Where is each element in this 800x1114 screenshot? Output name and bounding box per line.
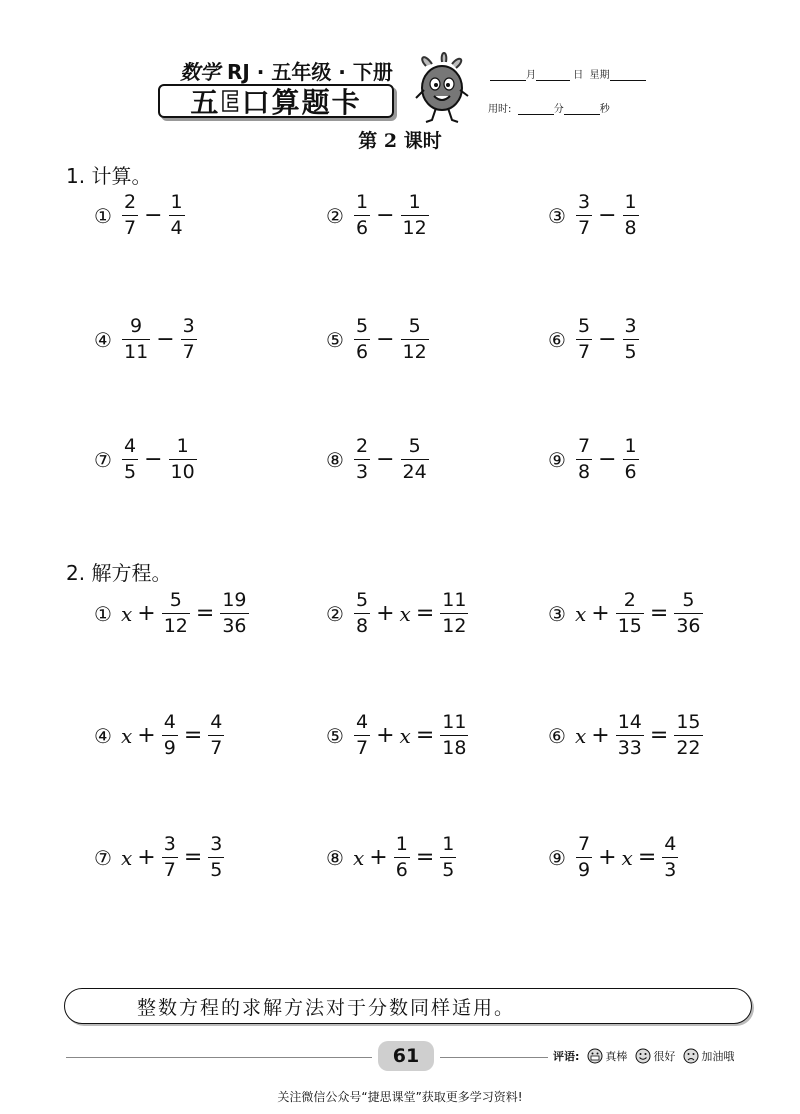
calc-problem (324, 316, 431, 363)
fraction-b-numerator: 1 (170, 191, 183, 213)
fraction-term (576, 834, 592, 881)
fraction-term-numerator: 4 (163, 711, 176, 733)
fraction-term-denominator: 6 (395, 859, 408, 881)
equation-problem (92, 712, 226, 759)
calc-problem (546, 436, 641, 483)
equals-sign: = (195, 601, 215, 626)
fraction-term-denominator: 15 (617, 615, 642, 637)
problem-number: ④ (94, 723, 112, 748)
month-label: 月 (526, 70, 536, 81)
edition-label: RJ · 五年级 · 下册 (226, 60, 393, 84)
problem-number: ③ (548, 601, 566, 626)
fraction-b-denominator: 12 (402, 341, 427, 363)
variable-x: x (399, 601, 411, 626)
plus-sign: + (591, 601, 610, 626)
equation-problem (324, 712, 470, 759)
rating-great: 真棒 (605, 1050, 628, 1063)
fraction-a (122, 192, 138, 239)
calc-problem (92, 316, 199, 363)
calc-problem (92, 436, 199, 483)
plus-sign: + (137, 601, 156, 626)
fraction-result-numerator: 11 (442, 711, 467, 733)
fraction-a-numerator: 5 (578, 315, 591, 337)
variable-x: x (121, 723, 133, 748)
fraction-result-denominator: 7 (210, 737, 223, 759)
fraction-term-numerator: 14 (617, 711, 642, 733)
minus-sign: − (598, 447, 617, 472)
fraction-b-denominator: 10 (170, 461, 195, 483)
problem-number: ⑥ (548, 723, 566, 748)
fraction-term-denominator: 9 (163, 737, 176, 759)
fraction-term-numerator: 1 (395, 833, 408, 855)
fraction-term (394, 834, 410, 881)
fraction-result (662, 834, 678, 881)
equals-sign: = (415, 845, 435, 870)
equals-sign: = (649, 601, 669, 626)
fraction-result (440, 590, 468, 637)
day-label: 日 (573, 70, 584, 81)
fraction-a-numerator: 7 (578, 435, 591, 457)
minus-sign: − (144, 203, 163, 228)
equals-sign: = (415, 601, 435, 626)
fraction-term-numerator: 4 (356, 711, 369, 733)
calc-problem (92, 192, 187, 239)
fraction-result-denominator: 18 (442, 737, 467, 759)
fraction-b-denominator: 7 (182, 341, 195, 363)
fraction-b-denominator: 6 (624, 461, 637, 483)
problem-number: ⑧ (326, 845, 344, 870)
calc-problem (324, 436, 431, 483)
fraction-a (122, 316, 150, 363)
minus-sign: − (598, 203, 617, 228)
fraction-term-numerator: 5 (169, 589, 182, 611)
fraction-b-denominator: 4 (170, 217, 183, 239)
grin-face-icon[interactable] (587, 1048, 603, 1064)
page-number: 61 (378, 1041, 434, 1071)
plus-sign: + (598, 845, 617, 870)
calc-problem (546, 316, 641, 363)
fraction-b-numerator: 5 (408, 315, 421, 337)
plus-sign: + (376, 601, 395, 626)
fraction-b-denominator: 24 (402, 461, 427, 483)
day-blank[interactable] (536, 71, 570, 81)
variable-x: x (575, 601, 587, 626)
fraction-result-denominator: 5 (210, 859, 223, 881)
minus-sign: − (598, 327, 617, 352)
variable-x: x (399, 723, 411, 748)
fraction-result-numerator: 19 (222, 589, 247, 611)
plus-sign: + (137, 723, 156, 748)
problem-number: ⑨ (548, 845, 566, 870)
plus-sign: + (376, 723, 395, 748)
fraction-b-numerator: 1 (624, 435, 637, 457)
problem-number: ② (326, 601, 344, 626)
fraction-b-numerator: 3 (182, 315, 195, 337)
fraction-b (181, 316, 197, 363)
fraction-a-numerator: 9 (130, 315, 143, 337)
fraction-term-numerator: 7 (578, 833, 591, 855)
problem-number: ⑦ (94, 845, 112, 870)
frown-face-icon[interactable] (683, 1048, 699, 1064)
section-2-title: 2. 解方程。 (66, 561, 172, 585)
fraction-b (623, 316, 639, 363)
fraction-a-denominator: 8 (578, 461, 591, 483)
plus-sign: + (591, 723, 610, 748)
fraction-b-numerator: 5 (408, 435, 421, 457)
fraction-term (354, 712, 370, 759)
fraction-a-denominator: 3 (356, 461, 369, 483)
calc-problem (546, 192, 641, 239)
tip-banner: 整数方程的求解方法对于分数同样适用。 (64, 988, 752, 1024)
fraction-a-numerator: 2 (356, 435, 369, 457)
problem-number: ⑥ (548, 327, 566, 352)
footer-note: 关注微信公众号“捷思课堂”获取更多学习资料! (277, 1090, 523, 1104)
fraction-result-denominator: 22 (676, 737, 701, 759)
problem-number: ⑧ (326, 447, 344, 472)
fraction-a-denominator: 7 (124, 217, 137, 239)
fraction-term (354, 590, 370, 637)
fraction-result-denominator: 12 (442, 615, 467, 637)
problem-number: ④ (94, 327, 112, 352)
fraction-a (576, 436, 592, 483)
fraction-a (354, 436, 370, 483)
problem-number: ⑨ (548, 447, 566, 472)
fraction-b (169, 192, 185, 239)
fraction-term-denominator: 7 (163, 859, 176, 881)
lesson-title: 第 2 课时 (358, 130, 442, 152)
fraction-a (354, 316, 370, 363)
fraction-b (169, 436, 197, 483)
rating-row (553, 1048, 734, 1064)
variable-x: x (121, 601, 133, 626)
fraction-term-denominator: 8 (356, 615, 369, 637)
second-label: 秒 (599, 104, 610, 115)
fraction-result-numerator: 15 (676, 711, 701, 733)
fraction-result (674, 590, 702, 637)
variable-x: x (621, 845, 633, 870)
fraction-b (623, 436, 639, 483)
fraction-term-denominator: 9 (578, 859, 591, 881)
plus-sign: + (369, 845, 388, 870)
problem-number: ① (94, 203, 112, 228)
rating-label: 评语: (553, 1050, 580, 1063)
problem-number: ⑤ (326, 327, 344, 352)
variable-x: x (121, 845, 133, 870)
fraction-result-numerator: 11 (442, 589, 467, 611)
rating-good: 很好 (653, 1050, 676, 1063)
fraction-a-denominator: 6 (356, 341, 369, 363)
equation-problem (92, 834, 226, 881)
fraction-a (354, 192, 370, 239)
fraction-term-numerator: 5 (356, 589, 369, 611)
title-part-1: 五 (190, 86, 221, 119)
fraction-a-denominator: 11 (124, 341, 149, 363)
fraction-term-denominator: 7 (356, 737, 369, 759)
smile-face-icon[interactable] (635, 1048, 651, 1064)
fraction-result-denominator: 36 (676, 615, 701, 637)
week-blank[interactable] (610, 71, 646, 81)
fraction-result (220, 590, 248, 637)
fraction-term (162, 590, 190, 637)
fraction-result-numerator: 4 (664, 833, 677, 855)
title-part-3: 口算题卡 (241, 86, 362, 119)
second-blank[interactable] (564, 105, 600, 115)
problem-number: ⑤ (326, 723, 344, 748)
fraction-a-numerator: 5 (356, 315, 369, 337)
fraction-b (623, 192, 639, 239)
fraction-b-denominator: 12 (402, 217, 427, 239)
fraction-b (401, 316, 429, 363)
fraction-a-denominator: 7 (578, 341, 591, 363)
equation-problem (546, 712, 705, 759)
fraction-term (162, 834, 178, 881)
fraction-result-numerator: 3 (210, 833, 223, 855)
minus-sign: − (156, 327, 175, 352)
footer-rule-right (440, 1057, 548, 1058)
fraction-result-denominator: 3 (664, 859, 677, 881)
book-title (158, 84, 394, 118)
problem-number: ⑦ (94, 447, 112, 472)
fraction-a (122, 436, 138, 483)
fraction-b-numerator: 1 (624, 191, 637, 213)
variable-x: x (575, 723, 587, 748)
title-part-2: E (220, 84, 242, 118)
fraction-a-numerator: 2 (124, 191, 137, 213)
fraction-a-numerator: 3 (578, 191, 591, 213)
fraction-term-numerator: 2 (623, 589, 636, 611)
fraction-a-denominator: 7 (578, 217, 591, 239)
minus-sign: − (376, 203, 395, 228)
fraction-a-denominator: 5 (124, 461, 137, 483)
fraction-a (576, 192, 592, 239)
fraction-term (616, 712, 644, 759)
fraction-b-denominator: 5 (624, 341, 637, 363)
fraction-result-numerator: 1 (442, 833, 455, 855)
time-line (488, 100, 610, 115)
equation-problem (92, 590, 251, 637)
fraction-result (440, 834, 456, 881)
problem-number: ① (94, 601, 112, 626)
fraction-a (576, 316, 592, 363)
footer-rule-left (66, 1057, 372, 1058)
fraction-a-numerator: 1 (356, 191, 369, 213)
fraction-a-denominator: 6 (356, 217, 369, 239)
time-label: 用时: (488, 104, 512, 115)
equals-sign: = (183, 845, 203, 870)
fraction-result (674, 712, 702, 759)
fraction-result-denominator: 36 (222, 615, 247, 637)
fraction-result-denominator: 5 (442, 859, 455, 881)
date-line (490, 66, 646, 81)
fraction-term-numerator: 3 (163, 833, 176, 855)
plus-sign: + (137, 845, 156, 870)
variable-x: x (353, 845, 365, 870)
equals-sign: = (637, 845, 657, 870)
equals-sign: = (415, 723, 435, 748)
minute-label: 分 (553, 104, 564, 115)
equation-problem (324, 834, 458, 881)
minute-blank[interactable] (518, 105, 554, 115)
fraction-term (616, 590, 644, 637)
fraction-term (162, 712, 178, 759)
mascot-radish-icon (410, 50, 474, 126)
calc-problem (324, 192, 431, 239)
fraction-b-denominator: 8 (624, 217, 637, 239)
fraction-b-numerator: 3 (624, 315, 637, 337)
fraction-a-numerator: 4 (124, 435, 137, 457)
fraction-result-numerator: 4 (210, 711, 223, 733)
fraction-b (401, 436, 429, 483)
equation-problem (546, 834, 680, 881)
section-1-title: 1. 计算。 (66, 164, 152, 188)
fraction-term-denominator: 12 (163, 615, 188, 637)
equation-problem (546, 590, 705, 637)
minus-sign: − (376, 447, 395, 472)
problem-number: ② (326, 203, 344, 228)
fraction-b-numerator: 1 (176, 435, 189, 457)
fraction-term-denominator: 33 (617, 737, 642, 759)
fraction-b (401, 192, 429, 239)
fraction-b-numerator: 1 (408, 191, 421, 213)
fraction-result-numerator: 5 (682, 589, 695, 611)
subject-label: 数学 (180, 60, 220, 84)
fraction-result (440, 712, 468, 759)
fraction-result (208, 834, 224, 881)
fraction-result (208, 712, 224, 759)
equation-problem (324, 590, 470, 637)
equals-sign: = (183, 723, 203, 748)
minus-sign: − (144, 447, 163, 472)
minus-sign: − (376, 327, 395, 352)
problem-number: ③ (548, 203, 566, 228)
month-blank[interactable] (490, 71, 526, 81)
equals-sign: = (649, 723, 669, 748)
week-label: 星期 (589, 70, 610, 81)
rating-keep-going: 加油哦 (701, 1050, 735, 1063)
